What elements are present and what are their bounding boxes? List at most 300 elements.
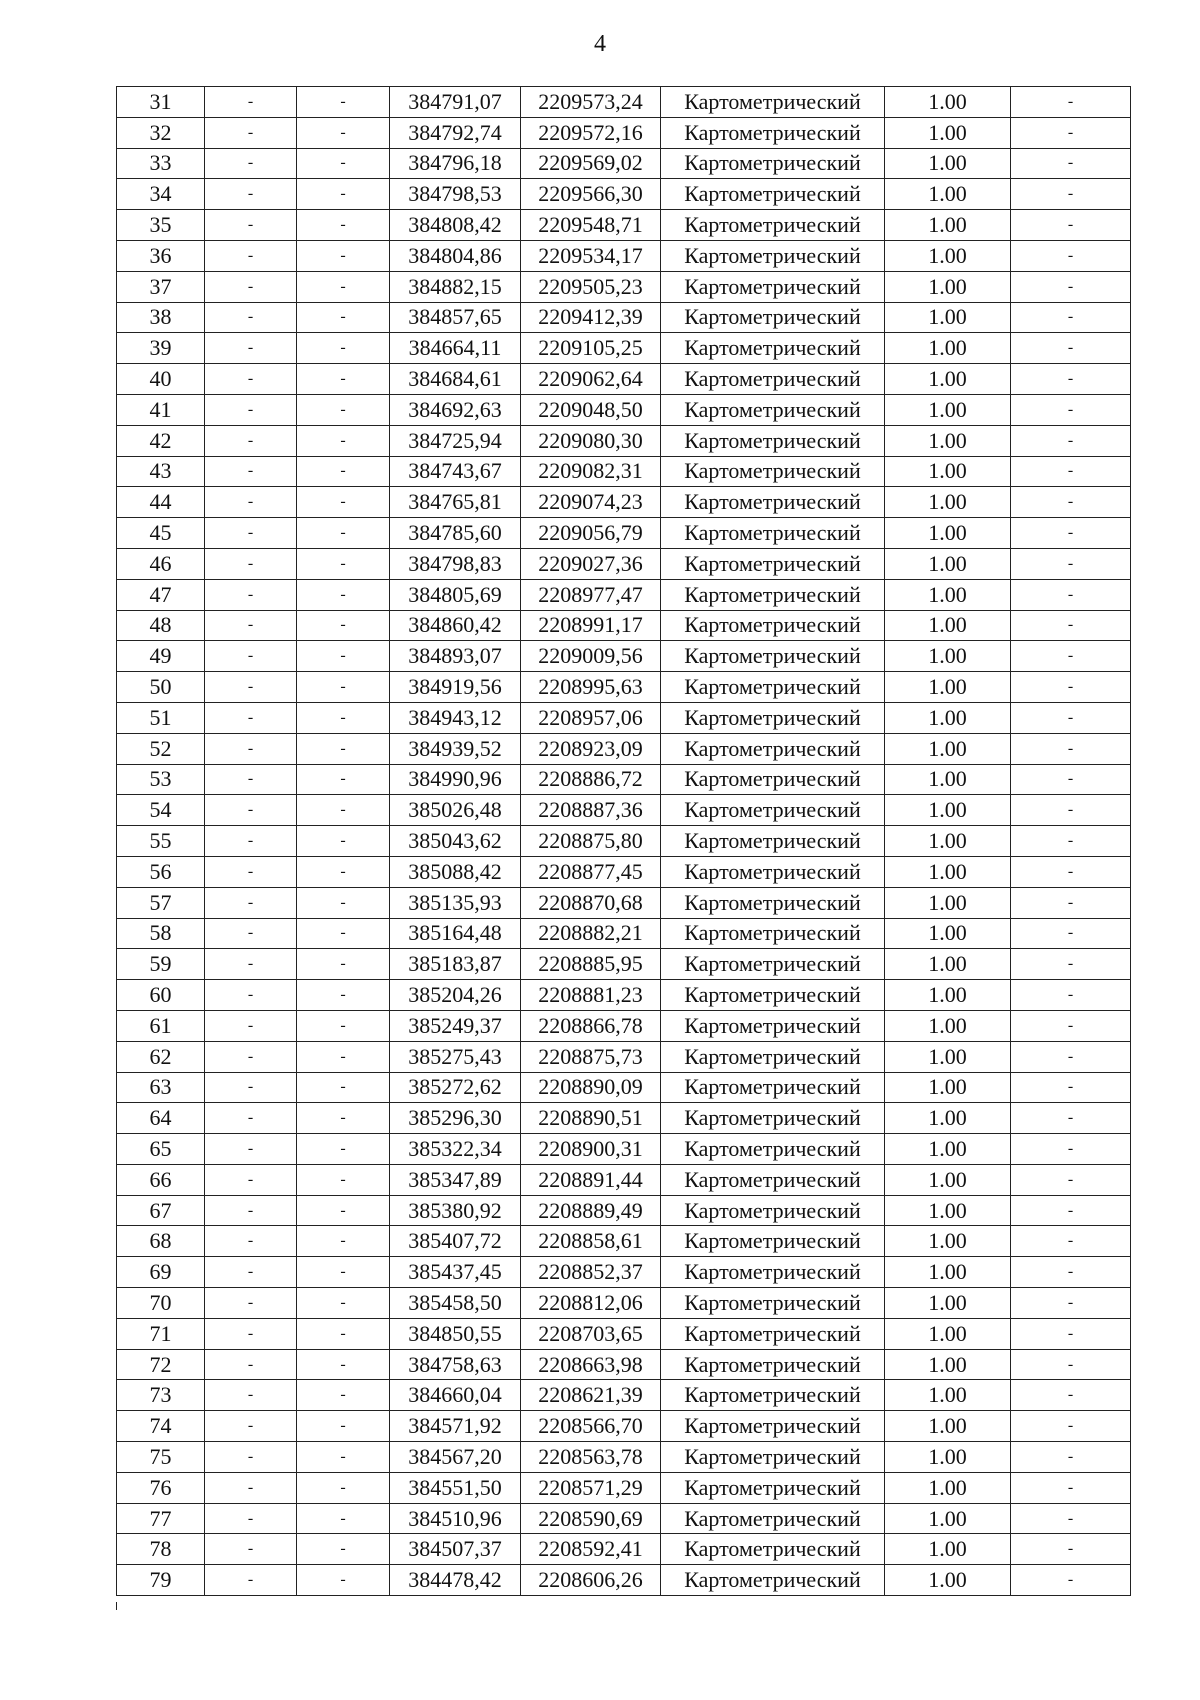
table-cell: - bbox=[205, 1103, 297, 1134]
table-row bbox=[117, 1288, 1131, 1319]
table-cell: - bbox=[205, 548, 297, 579]
table-cell: Картометрический bbox=[661, 610, 885, 641]
table-cell: - bbox=[205, 1041, 297, 1072]
table-cell: 2208621,39 bbox=[521, 1380, 661, 1411]
table-cell: - bbox=[205, 733, 297, 764]
table-row bbox=[117, 1380, 1131, 1411]
table-cell: 67 bbox=[117, 1195, 205, 1226]
table-row bbox=[117, 87, 1131, 118]
table-row bbox=[117, 610, 1131, 641]
table-cell: - bbox=[1011, 1442, 1131, 1473]
table-edge-line bbox=[116, 1602, 117, 1610]
table-cell: 2209027,36 bbox=[521, 548, 661, 579]
table-cell: 2208812,06 bbox=[521, 1288, 661, 1319]
table-cell: Картометрический bbox=[661, 579, 885, 610]
table-cell: Картометрический bbox=[661, 1134, 885, 1165]
table-row bbox=[117, 394, 1131, 425]
table-cell: - bbox=[1011, 610, 1131, 641]
table-cell: 59 bbox=[117, 949, 205, 980]
table-cell: - bbox=[297, 548, 390, 579]
table-cell: 1.00 bbox=[885, 1041, 1011, 1072]
table-cell: - bbox=[297, 1103, 390, 1134]
table-cell: 35 bbox=[117, 210, 205, 241]
table-cell: - bbox=[1011, 1472, 1131, 1503]
table-cell: Картометрический bbox=[661, 333, 885, 364]
table-cell: 2208875,73 bbox=[521, 1041, 661, 1072]
table-cell: 74 bbox=[117, 1411, 205, 1442]
table-cell: - bbox=[1011, 1411, 1131, 1442]
table-cell: Картометрический bbox=[661, 1472, 885, 1503]
table-cell: - bbox=[1011, 1041, 1131, 1072]
table-row bbox=[117, 795, 1131, 826]
table-cell: 385164,48 bbox=[390, 918, 521, 949]
page-number: 4 bbox=[594, 31, 606, 57]
table-cell: - bbox=[1011, 980, 1131, 1011]
table-cell: 54 bbox=[117, 795, 205, 826]
table-cell: - bbox=[297, 1380, 390, 1411]
table-cell: - bbox=[205, 210, 297, 241]
table-row bbox=[117, 1041, 1131, 1072]
table-cell: - bbox=[297, 1442, 390, 1473]
table-cell: 384765,81 bbox=[390, 487, 521, 518]
table-cell: 2209080,30 bbox=[521, 425, 661, 456]
table-cell: - bbox=[1011, 949, 1131, 980]
table-cell: Картометрический bbox=[661, 548, 885, 579]
table-row bbox=[117, 1195, 1131, 1226]
table-cell: - bbox=[297, 1565, 390, 1596]
table-cell: 384660,04 bbox=[390, 1380, 521, 1411]
table-cell: - bbox=[1011, 1565, 1131, 1596]
table-cell: - bbox=[297, 487, 390, 518]
table-row bbox=[117, 1318, 1131, 1349]
table-cell: - bbox=[297, 795, 390, 826]
table-cell: 78 bbox=[117, 1534, 205, 1565]
table-cell: 75 bbox=[117, 1442, 205, 1473]
table-cell: 70 bbox=[117, 1288, 205, 1319]
table-cell: Картометрический bbox=[661, 1164, 885, 1195]
table-cell: 1.00 bbox=[885, 1503, 1011, 1534]
table-cell: - bbox=[297, 764, 390, 795]
table-cell: - bbox=[205, 271, 297, 302]
table-cell: - bbox=[297, 179, 390, 210]
table-cell: 45 bbox=[117, 518, 205, 549]
table-cell: - bbox=[1011, 87, 1131, 118]
table-cell: 1.00 bbox=[885, 795, 1011, 826]
table-cell: - bbox=[1011, 364, 1131, 395]
table-cell: 1.00 bbox=[885, 918, 1011, 949]
table-cell: 64 bbox=[117, 1103, 205, 1134]
table-cell: 1.00 bbox=[885, 179, 1011, 210]
table-cell: 1.00 bbox=[885, 148, 1011, 179]
table-cell: 384664,11 bbox=[390, 333, 521, 364]
table-cell: Картометрический bbox=[661, 826, 885, 857]
table-cell: 2208703,65 bbox=[521, 1318, 661, 1349]
table-cell: 2208890,09 bbox=[521, 1072, 661, 1103]
table-cell: 384805,69 bbox=[390, 579, 521, 610]
table-cell: 76 bbox=[117, 1472, 205, 1503]
table-cell: - bbox=[205, 579, 297, 610]
table-cell: Картометрический bbox=[661, 1103, 885, 1134]
table-cell: 2208592,41 bbox=[521, 1534, 661, 1565]
table-row bbox=[117, 1472, 1131, 1503]
table-cell: - bbox=[205, 980, 297, 1011]
table-row bbox=[117, 702, 1131, 733]
table-cell: 2208995,63 bbox=[521, 672, 661, 703]
table-cell: Картометрический bbox=[661, 240, 885, 271]
table-cell: 34 bbox=[117, 179, 205, 210]
table-cell: 1.00 bbox=[885, 1380, 1011, 1411]
table-cell: 1.00 bbox=[885, 1010, 1011, 1041]
table-cell: Картометрический bbox=[661, 364, 885, 395]
table-cell: 1.00 bbox=[885, 333, 1011, 364]
table-cell: 385204,26 bbox=[390, 980, 521, 1011]
table-cell: Картометрический bbox=[661, 1349, 885, 1380]
table-cell: - bbox=[297, 1195, 390, 1226]
table-cell: 1.00 bbox=[885, 980, 1011, 1011]
table-cell: 2209048,50 bbox=[521, 394, 661, 425]
table-cell: 1.00 bbox=[885, 1288, 1011, 1319]
table-cell: 1.00 bbox=[885, 1164, 1011, 1195]
table-cell: 2209572,16 bbox=[521, 117, 661, 148]
table-row bbox=[117, 333, 1131, 364]
table-cell: Картометрический bbox=[661, 856, 885, 887]
table-cell: - bbox=[297, 1349, 390, 1380]
table-cell: 384785,60 bbox=[390, 518, 521, 549]
table-cell: - bbox=[1011, 240, 1131, 271]
table-row bbox=[117, 641, 1131, 672]
table-cell: 36 bbox=[117, 240, 205, 271]
table-cell: 2209548,71 bbox=[521, 210, 661, 241]
table-cell: - bbox=[1011, 1503, 1131, 1534]
table-cell: Картометрический bbox=[661, 764, 885, 795]
table-cell: - bbox=[205, 1195, 297, 1226]
table-row bbox=[117, 672, 1131, 703]
table-cell: - bbox=[205, 1010, 297, 1041]
table-cell: 1.00 bbox=[885, 87, 1011, 118]
table-cell: - bbox=[205, 764, 297, 795]
table-cell: Картометрический bbox=[661, 949, 885, 980]
table-cell: 1.00 bbox=[885, 1472, 1011, 1503]
table-cell: 385380,92 bbox=[390, 1195, 521, 1226]
table-cell: 1.00 bbox=[885, 240, 1011, 271]
table-body bbox=[117, 87, 1131, 1596]
table-cell: Картометрический bbox=[661, 733, 885, 764]
table-cell: 2209062,64 bbox=[521, 364, 661, 395]
table-cell: Картометрический bbox=[661, 1288, 885, 1319]
table-cell: - bbox=[297, 240, 390, 271]
table-cell: - bbox=[1011, 518, 1131, 549]
table-cell: 1.00 bbox=[885, 702, 1011, 733]
table-cell: 384507,37 bbox=[390, 1534, 521, 1565]
table-cell: 2208870,68 bbox=[521, 887, 661, 918]
table-cell: - bbox=[297, 856, 390, 887]
table-cell: 2208900,31 bbox=[521, 1134, 661, 1165]
table-cell: - bbox=[1011, 210, 1131, 241]
table-cell: - bbox=[1011, 1318, 1131, 1349]
table-cell: - bbox=[205, 826, 297, 857]
table-cell: 2209569,02 bbox=[521, 148, 661, 179]
table-cell: - bbox=[1011, 333, 1131, 364]
table-cell: 48 bbox=[117, 610, 205, 641]
table-cell: - bbox=[1011, 179, 1131, 210]
table-cell: 2208852,37 bbox=[521, 1257, 661, 1288]
table-cell: - bbox=[297, 918, 390, 949]
table-cell: 2208889,49 bbox=[521, 1195, 661, 1226]
table-row bbox=[117, 1534, 1131, 1565]
table-cell: 385249,37 bbox=[390, 1010, 521, 1041]
table-cell: - bbox=[297, 271, 390, 302]
table-cell: 56 bbox=[117, 856, 205, 887]
table-cell: Картометрический bbox=[661, 456, 885, 487]
table-cell: Картометрический bbox=[661, 425, 885, 456]
table-cell: - bbox=[1011, 456, 1131, 487]
table-cell: 62 bbox=[117, 1041, 205, 1072]
table-cell: - bbox=[205, 949, 297, 980]
table-cell: 44 bbox=[117, 487, 205, 518]
table-cell: 2208886,72 bbox=[521, 764, 661, 795]
table-cell: 46 bbox=[117, 548, 205, 579]
table-cell: 32 bbox=[117, 117, 205, 148]
table-cell: - bbox=[297, 364, 390, 395]
table-cell: - bbox=[1011, 487, 1131, 518]
table-cell: 2208885,95 bbox=[521, 949, 661, 980]
table-cell: 384758,63 bbox=[390, 1349, 521, 1380]
table-cell: 384882,15 bbox=[390, 271, 521, 302]
table-cell: Картометрический bbox=[661, 148, 885, 179]
table-cell: 1.00 bbox=[885, 1134, 1011, 1165]
table-cell: - bbox=[205, 887, 297, 918]
table-cell: 1.00 bbox=[885, 1103, 1011, 1134]
table-cell: Картометрический bbox=[661, 1226, 885, 1257]
table-row bbox=[117, 210, 1131, 241]
table-cell: 1.00 bbox=[885, 1565, 1011, 1596]
table-cell: 1.00 bbox=[885, 1534, 1011, 1565]
table-row bbox=[117, 271, 1131, 302]
table-cell: - bbox=[1011, 579, 1131, 610]
table-cell: - bbox=[297, 148, 390, 179]
table-cell: - bbox=[297, 1318, 390, 1349]
table-cell: - bbox=[1011, 548, 1131, 579]
table-cell: - bbox=[297, 1072, 390, 1103]
table-cell: 2208571,29 bbox=[521, 1472, 661, 1503]
table-cell: Картометрический bbox=[661, 87, 885, 118]
table-cell: Картометрический bbox=[661, 518, 885, 549]
table-cell: 65 bbox=[117, 1134, 205, 1165]
table-cell: 58 bbox=[117, 918, 205, 949]
table-cell: - bbox=[205, 1072, 297, 1103]
table-cell: 52 bbox=[117, 733, 205, 764]
table-cell: Картометрический bbox=[661, 1380, 885, 1411]
table-cell: 1.00 bbox=[885, 1257, 1011, 1288]
table-cell: - bbox=[205, 240, 297, 271]
table-cell: - bbox=[1011, 394, 1131, 425]
table-cell: 1.00 bbox=[885, 210, 1011, 241]
table-cell: Картометрический bbox=[661, 1072, 885, 1103]
table-cell: 1.00 bbox=[885, 826, 1011, 857]
table-cell: 1.00 bbox=[885, 548, 1011, 579]
table-cell: - bbox=[1011, 1380, 1131, 1411]
table-cell: 2208890,51 bbox=[521, 1103, 661, 1134]
table-cell: 1.00 bbox=[885, 1195, 1011, 1226]
table-row bbox=[117, 548, 1131, 579]
table-cell: - bbox=[297, 733, 390, 764]
table-cell: 385026,48 bbox=[390, 795, 521, 826]
table-cell: 73 bbox=[117, 1380, 205, 1411]
table-cell: 1.00 bbox=[885, 610, 1011, 641]
table-cell: Картометрический bbox=[661, 1010, 885, 1041]
table-cell: 60 bbox=[117, 980, 205, 1011]
table-cell: 1.00 bbox=[885, 641, 1011, 672]
table-cell: 385088,42 bbox=[390, 856, 521, 887]
table-cell: Картометрический bbox=[661, 117, 885, 148]
table-cell: Картометрический bbox=[661, 1565, 885, 1596]
table-cell: - bbox=[205, 918, 297, 949]
table-cell: - bbox=[1011, 795, 1131, 826]
table-row bbox=[117, 918, 1131, 949]
table-cell: 77 bbox=[117, 1503, 205, 1534]
table-cell: 385135,93 bbox=[390, 887, 521, 918]
table-cell: Картометрический bbox=[661, 1503, 885, 1534]
table-cell: 384796,18 bbox=[390, 148, 521, 179]
table-cell: 384684,61 bbox=[390, 364, 521, 395]
table-row bbox=[117, 518, 1131, 549]
table-row bbox=[117, 579, 1131, 610]
table-cell: - bbox=[297, 826, 390, 857]
table-row bbox=[117, 1072, 1131, 1103]
table-cell: - bbox=[205, 1164, 297, 1195]
table-cell: 385347,89 bbox=[390, 1164, 521, 1195]
table-cell: 384808,42 bbox=[390, 210, 521, 241]
table-cell: 2209573,24 bbox=[521, 87, 661, 118]
table-cell: - bbox=[297, 579, 390, 610]
table-row bbox=[117, 240, 1131, 271]
table-cell: - bbox=[205, 179, 297, 210]
table-cell: - bbox=[205, 795, 297, 826]
table-cell: 1.00 bbox=[885, 949, 1011, 980]
table-cell: 55 bbox=[117, 826, 205, 857]
table-cell: - bbox=[297, 425, 390, 456]
table-cell: 50 bbox=[117, 672, 205, 703]
table-cell: 384990,96 bbox=[390, 764, 521, 795]
table-cell: 63 bbox=[117, 1072, 205, 1103]
table-row bbox=[117, 487, 1131, 518]
table-cell: - bbox=[297, 1257, 390, 1288]
table-cell: 2208977,47 bbox=[521, 579, 661, 610]
table-cell: 384692,63 bbox=[390, 394, 521, 425]
table-row bbox=[117, 949, 1131, 980]
table-cell: - bbox=[297, 117, 390, 148]
table-row bbox=[117, 1411, 1131, 1442]
table-cell: 384510,96 bbox=[390, 1503, 521, 1534]
table-cell: 384893,07 bbox=[390, 641, 521, 672]
table-cell: - bbox=[205, 1349, 297, 1380]
table-cell: 385043,62 bbox=[390, 826, 521, 857]
table-cell: - bbox=[297, 87, 390, 118]
table-cell: - bbox=[1011, 641, 1131, 672]
table-cell: 40 bbox=[117, 364, 205, 395]
table-cell: 2208563,78 bbox=[521, 1442, 661, 1473]
table-cell: - bbox=[205, 117, 297, 148]
table-cell: 79 bbox=[117, 1565, 205, 1596]
table-cell: Картометрический bbox=[661, 271, 885, 302]
table-cell: - bbox=[205, 702, 297, 733]
table-cell: 47 bbox=[117, 579, 205, 610]
table-cell: 384804,86 bbox=[390, 240, 521, 271]
table-cell: 384743,67 bbox=[390, 456, 521, 487]
table-row bbox=[117, 826, 1131, 857]
table-cell: 384792,74 bbox=[390, 117, 521, 148]
table-cell: 1.00 bbox=[885, 1318, 1011, 1349]
table-cell: - bbox=[205, 87, 297, 118]
table-cell: 1.00 bbox=[885, 1226, 1011, 1257]
table-cell: - bbox=[1011, 856, 1131, 887]
table-cell: - bbox=[297, 672, 390, 703]
table-row bbox=[117, 302, 1131, 333]
table-cell: - bbox=[205, 1442, 297, 1473]
table-cell: - bbox=[205, 1134, 297, 1165]
table-cell: 2208590,69 bbox=[521, 1503, 661, 1534]
table-cell: - bbox=[1011, 1134, 1131, 1165]
table-cell: - bbox=[205, 1503, 297, 1534]
table-cell: - bbox=[205, 1472, 297, 1503]
table-cell: - bbox=[1011, 918, 1131, 949]
table-cell: - bbox=[205, 1257, 297, 1288]
table-cell: - bbox=[297, 1010, 390, 1041]
table-cell: 385183,87 bbox=[390, 949, 521, 980]
table-cell: Картометрический bbox=[661, 918, 885, 949]
table-cell: 2209534,17 bbox=[521, 240, 661, 271]
table-row bbox=[117, 1565, 1131, 1596]
table-cell: 2209082,31 bbox=[521, 456, 661, 487]
table-cell: Картометрический bbox=[661, 487, 885, 518]
table-row bbox=[117, 1503, 1131, 1534]
table-cell: 2208606,26 bbox=[521, 1565, 661, 1596]
table-row bbox=[117, 425, 1131, 456]
table-cell: - bbox=[205, 1380, 297, 1411]
table-cell: - bbox=[1011, 1195, 1131, 1226]
table-cell: Картометрический bbox=[661, 179, 885, 210]
table-cell: 2208881,23 bbox=[521, 980, 661, 1011]
table-cell: 1.00 bbox=[885, 733, 1011, 764]
coordinates-table bbox=[116, 86, 1131, 1596]
table-cell: 2208923,09 bbox=[521, 733, 661, 764]
table-cell: - bbox=[297, 302, 390, 333]
table-cell: 385458,50 bbox=[390, 1288, 521, 1319]
table-cell: - bbox=[205, 672, 297, 703]
table-row bbox=[117, 1103, 1131, 1134]
table-cell: - bbox=[297, 1472, 390, 1503]
table-cell: Картометрический bbox=[661, 672, 885, 703]
table-cell: 57 bbox=[117, 887, 205, 918]
table-cell: 2208882,21 bbox=[521, 918, 661, 949]
table-cell: 1.00 bbox=[885, 856, 1011, 887]
table-cell: 384919,56 bbox=[390, 672, 521, 703]
table-cell: - bbox=[1011, 1349, 1131, 1380]
table-cell: 38 bbox=[117, 302, 205, 333]
table-cell: Картометрический bbox=[661, 887, 885, 918]
table-cell: 2208877,45 bbox=[521, 856, 661, 887]
table-cell: - bbox=[297, 456, 390, 487]
table-cell: 384798,83 bbox=[390, 548, 521, 579]
table-cell: 66 bbox=[117, 1164, 205, 1195]
table-cell: 1.00 bbox=[885, 672, 1011, 703]
table-cell: - bbox=[297, 610, 390, 641]
table-cell: 2208887,36 bbox=[521, 795, 661, 826]
table-cell: 2209505,23 bbox=[521, 271, 661, 302]
table-row bbox=[117, 179, 1131, 210]
table-cell: 2208875,80 bbox=[521, 826, 661, 857]
table-cell: 37 bbox=[117, 271, 205, 302]
